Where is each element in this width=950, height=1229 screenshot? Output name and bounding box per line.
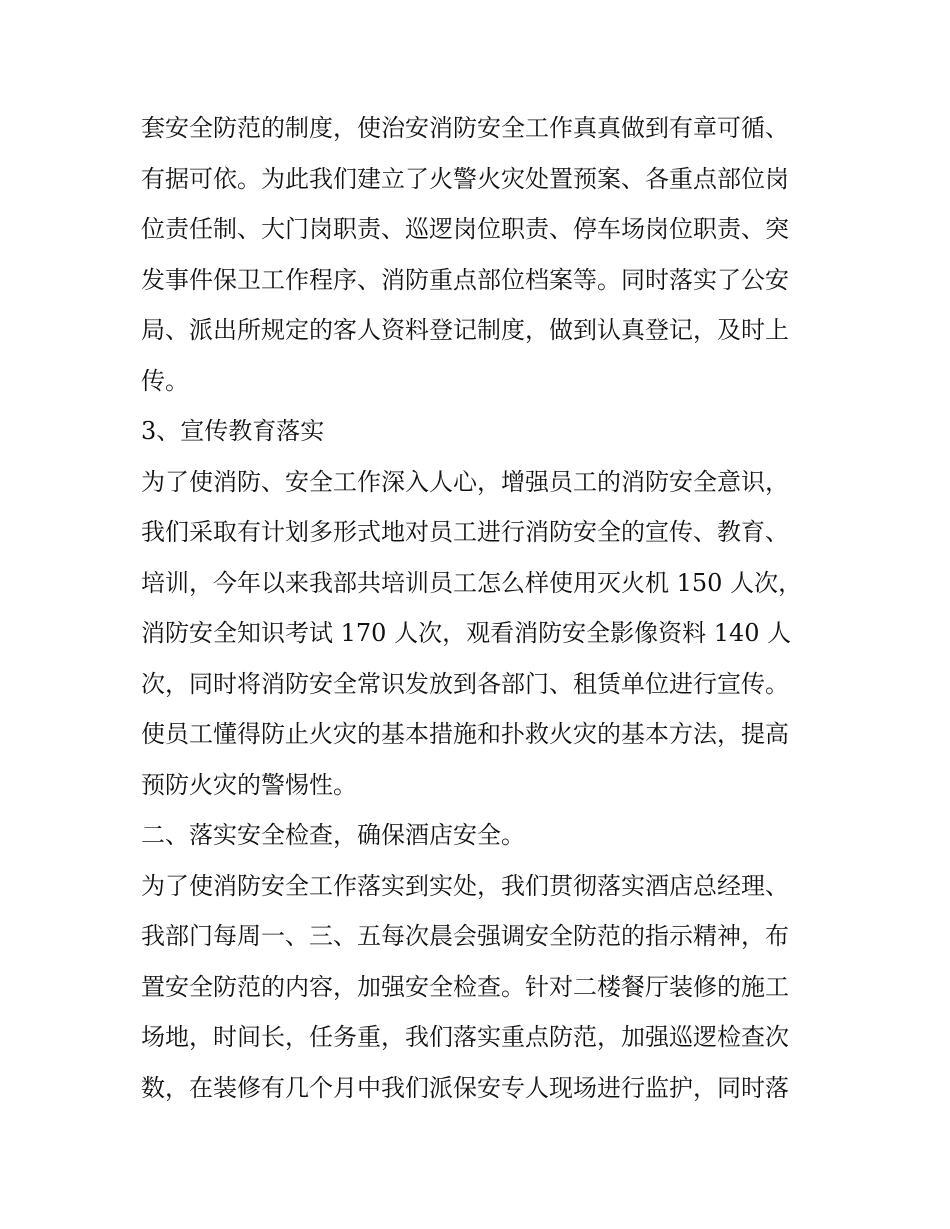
document-body [141,103,816,1113]
text-line: 场地，时间长，任务重，我们落实重点防范，加强巡逻检查次 [141,1023,789,1051]
text-line: 预防火灾的警惕性。 [141,770,357,799]
text-line: 培训，今年以来我部共培训员工怎么样使用灭火机 150 人次， [141,568,803,597]
section-heading: 3、宣传教育落实 [141,417,325,445]
text-line: 发事件保卫工作程序、消防重点部位档案等。同时落实了公安 [141,265,789,294]
text-line: 局、派出所规定的客人资料登记制度，做到认真登记，及时上 [141,316,789,344]
text-line: 套安全防范的制度，使治安消防安全工作真真做到有章可循、 [141,114,789,142]
text-line: 为了使消防、安全工作深入人心，增强员工的消防安全意识， [141,467,789,496]
text-line: 次，同时将消防安全常识发放到各部门、租赁单位进行宣传。 [141,669,789,698]
text-line: 有据可依。为此我们建立了火警火灾处置预案、各重点部位岗 [141,164,789,193]
text-line: 为了使消防安全工作落实到实处，我们贯彻落实酒店总经理、 [141,871,789,900]
text-line: 我部门每周一、三、五每次晨会强调安全防范的指示精神，布 [141,922,789,950]
text-line: 数，在装修有几个月中我们派保安专人现场进行监护，同时落 [141,1073,789,1102]
text-line: 置安全防范的内容，加强安全检查。针对二楼餐厅装修的施工 [141,972,789,1001]
section-heading: 二、落实安全检查，确保酒店安全。 [141,821,525,849]
text-line: 我们采取有计划多形式地对员工进行消防安全的宣传、教育、 [141,518,789,546]
text-line: 消防安全知识考试 170 人次，观看消防安全影像资料 140 人 [141,619,792,647]
text-line: 传。 [141,366,189,395]
text-line: 位责任制、大门岗职责、巡逻岗位职责、停车场岗位职责、突 [141,215,789,243]
text-line: 使员工懂得防止火灾的基本措施和扑救火灾的基本方法，提高 [141,720,789,748]
